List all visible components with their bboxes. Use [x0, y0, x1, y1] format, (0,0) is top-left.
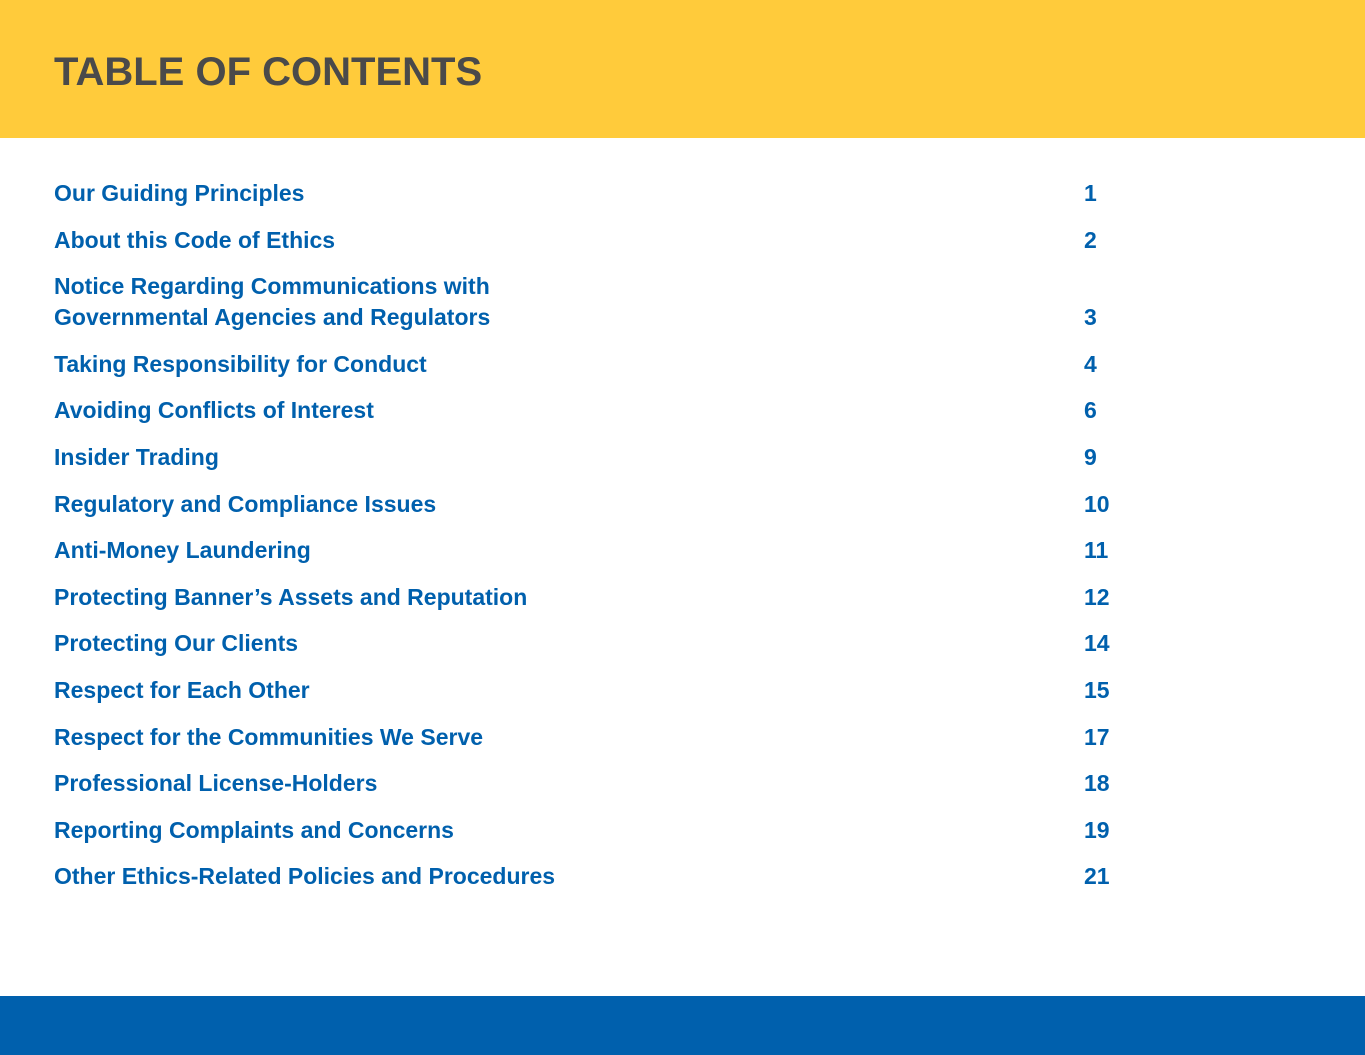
- toc-entry-respect-each-other[interactable]: [54, 675, 1124, 706]
- toc-entry-label[interactable]: Respect for Each Other: [54, 676, 310, 703]
- toc-entry-respect-communities[interactable]: [54, 722, 1124, 753]
- toc-entry-page-number[interactable]: 3: [1084, 304, 1097, 331]
- table-of-contents: [54, 178, 1154, 908]
- toc-entry-page-number[interactable]: 17: [1084, 723, 1110, 750]
- toc-entry-label[interactable]: Respect for the Communities We Serve: [54, 723, 484, 750]
- toc-entry-page-number[interactable]: 10: [1084, 490, 1110, 517]
- footer-band: [0, 996, 1365, 1055]
- toc-entry-label[interactable]: Other Ethics-Related Policies and Procedures: [54, 863, 556, 890]
- toc-entry-page-number[interactable]: 19: [1084, 816, 1110, 843]
- toc-entry-reporting-complaints[interactable]: [54, 815, 1124, 846]
- toc-entry-page-number[interactable]: 12: [1084, 583, 1110, 610]
- toc-entry-label[interactable]: Protecting Banner’s Assets and Reputation: [54, 583, 528, 610]
- toc-entry-anti-money-laundering[interactable]: [54, 535, 1124, 566]
- toc-entry-page-number[interactable]: 2: [1084, 226, 1097, 253]
- toc-entry-page-number[interactable]: 1: [1084, 180, 1097, 206]
- toc-entry-protecting-clients[interactable]: [54, 628, 1124, 659]
- toc-entry-other-ethics-policies[interactable]: [54, 861, 1124, 892]
- toc-entry-label[interactable]: Taking Responsibility for Conduct: [54, 350, 427, 377]
- toc-entry-page-number[interactable]: 6: [1084, 397, 1097, 424]
- toc-entry-regulatory-compliance[interactable]: [54, 489, 1124, 520]
- toc-entry-page-number[interactable]: 11: [1084, 537, 1109, 564]
- toc-entry-avoiding-conflicts[interactable]: [54, 395, 1124, 426]
- toc-entry-label[interactable]: Anti-Money Laundering: [54, 537, 311, 564]
- toc-entry-page-number[interactable]: 15: [1084, 676, 1110, 703]
- toc-entry-label[interactable]: About this Code of Ethics: [54, 226, 336, 253]
- toc-entry-notice-regarding-communications[interactable]: [54, 271, 1124, 333]
- toc-entry-insider-trading[interactable]: [54, 442, 1124, 473]
- toc-entry-label[interactable]: Professional License-Holders: [54, 770, 378, 797]
- page-title: TABLE OF CONTENTS: [54, 50, 483, 94]
- toc-entry-label[interactable]: Avoiding Conflicts of Interest: [54, 397, 374, 424]
- toc-entry-page-number[interactable]: 9: [1084, 443, 1097, 470]
- toc-entry-about-this-code[interactable]: [54, 225, 1124, 256]
- toc-entry-page-number[interactable]: 21: [1084, 863, 1110, 890]
- toc-entry-our-guiding-principles[interactable]: [54, 178, 1124, 209]
- toc-entry-page-number[interactable]: 18: [1084, 770, 1110, 797]
- toc-entry-label[interactable]: Insider Trading: [54, 443, 219, 470]
- toc-entry-label[interactable]: Regulatory and Compliance Issues: [54, 490, 437, 517]
- toc-entry-label[interactable]: Notice Regarding Communications with Governmental Agencies and Regulators: [54, 273, 491, 331]
- toc-entry-label[interactable]: Protecting Our Clients: [54, 630, 299, 657]
- header-band: [0, 0, 1365, 138]
- toc-entry-page-number[interactable]: 14: [1084, 630, 1110, 657]
- toc-entry-label[interactable]: Our Guiding Principles: [54, 180, 305, 206]
- toc-entry-label[interactable]: Reporting Complaints and Concerns: [54, 816, 454, 843]
- toc-entry-protecting-assets[interactable]: [54, 582, 1124, 613]
- toc-entry-professional-license-holders[interactable]: [54, 768, 1124, 799]
- toc-entry-taking-responsibility[interactable]: [54, 349, 1124, 380]
- toc-entry-page-number[interactable]: 4: [1084, 350, 1097, 377]
